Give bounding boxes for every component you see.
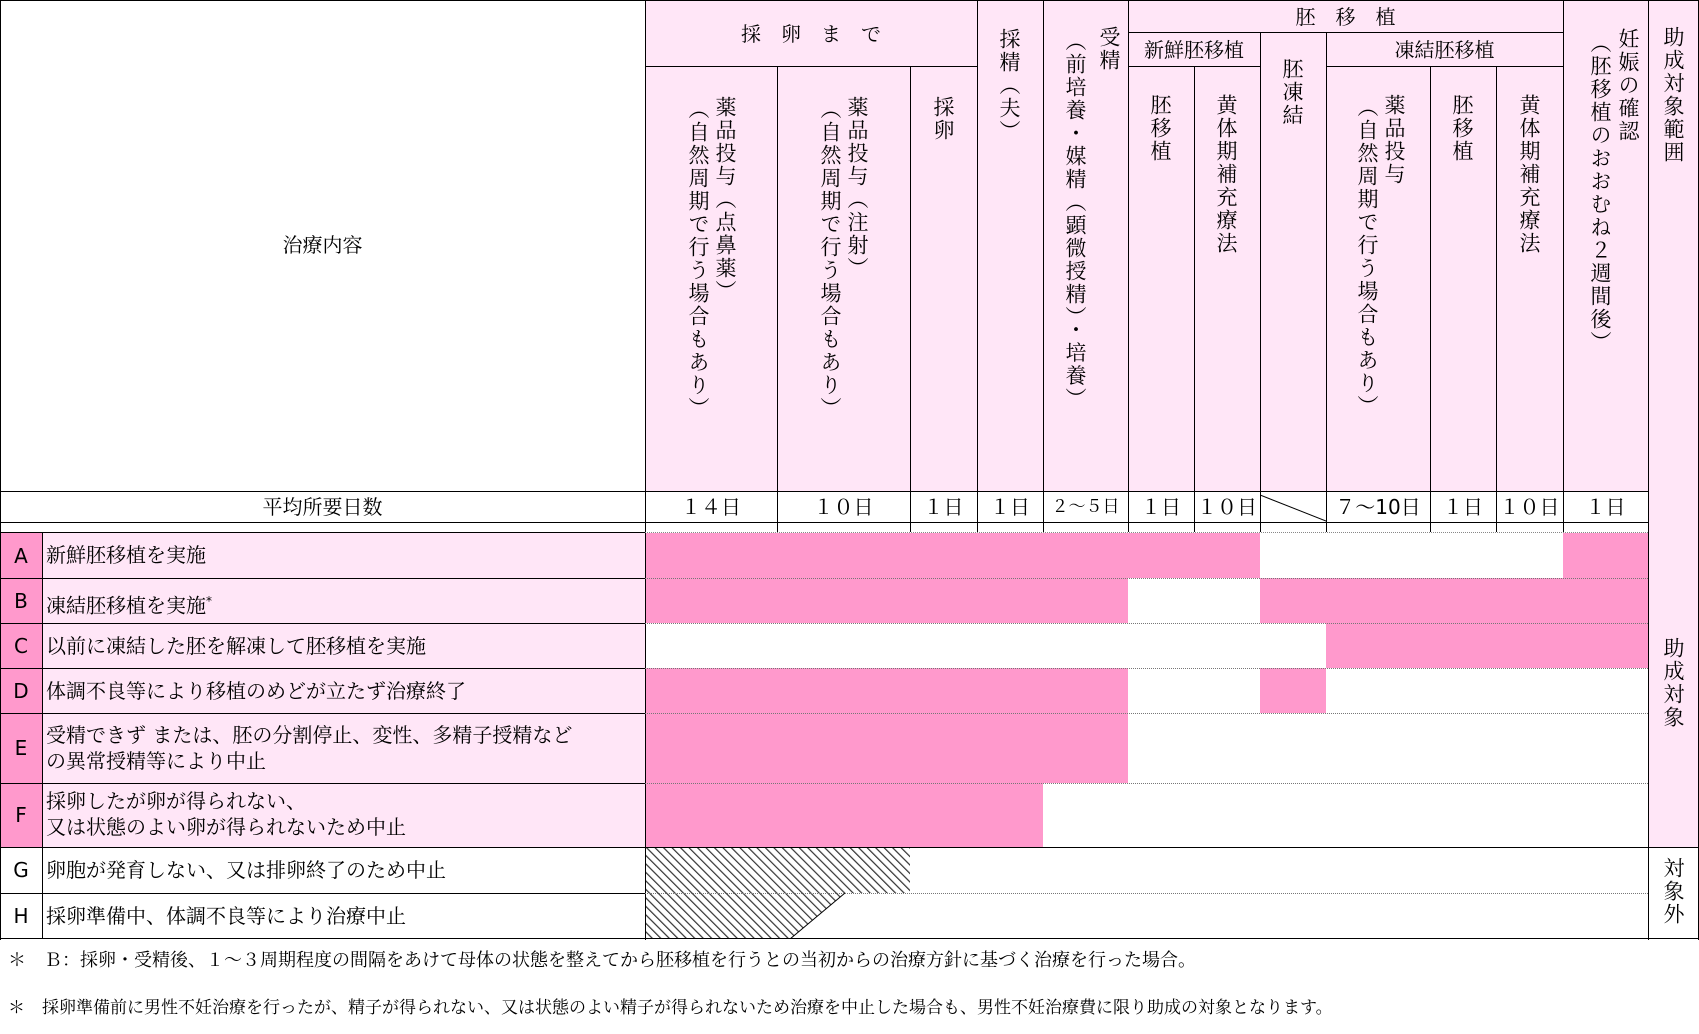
grid-line [1648, 0, 1649, 940]
days-embryo-freezing-slash [1260, 491, 1326, 523]
grid-line [0, 578, 645, 579]
grid-line [1563, 0, 1564, 532]
grid-line [1430, 66, 1431, 532]
grid-line [1128, 0, 1129, 532]
frozen-drug-header [1326, 66, 1430, 486]
grid-line [0, 847, 1699, 848]
grid-line [777, 66, 778, 532]
row-text-line2: の異常授精等により中止 [46, 749, 266, 773]
grid-line [645, 783, 1648, 784]
grid-line [645, 623, 1648, 624]
row-letter: G [13, 858, 29, 882]
drug-nasal-note: （自然周期で行う場合もあり） [686, 98, 710, 420]
days-fertilization: ２～５日 [1051, 497, 1120, 517]
grid-line [910, 66, 911, 532]
row-text: 卵胞が発育しない、又は排卵終了のため中止 [46, 858, 446, 882]
row-text [46, 589, 212, 618]
grid-line [645, 0, 646, 940]
grid-line [0, 623, 645, 624]
row-text: 採卵準備中、体調不良等により治療中止 [46, 904, 406, 928]
bar-d-embryo-freezing [1260, 668, 1326, 713]
days-fresh-luteal: １０日 [1197, 495, 1257, 519]
frozen-drug-label: 薬品投与 [1382, 94, 1406, 186]
frozen-transfer-group-header: 凍結胚移植 [1394, 38, 1495, 62]
grid-line [645, 532, 1648, 533]
grid-line [1326, 66, 1563, 67]
pregnancy-check-label: 妊娠の確認 [1616, 28, 1640, 143]
row-letter: B [14, 588, 28, 613]
frozen-luteal-header [1496, 66, 1563, 466]
grid-line [42, 532, 43, 939]
scope-covered-label: 助成対象 [1661, 637, 1685, 729]
frozen-drug-note: （自然周期で行う場合もあり） [1355, 96, 1379, 418]
fertilization-label: 受精 [1097, 26, 1121, 72]
days-egg-retrieval: １日 [923, 495, 964, 519]
grid-line [0, 713, 645, 714]
bar-b-freezing-to-check [1260, 578, 1648, 623]
grid-line [977, 0, 978, 532]
average-days-label: 平均所要日数 [262, 495, 383, 519]
drug-injection-note: （自然周期で行う場合もあり） [818, 98, 842, 420]
bar-b-until-fertilization [645, 578, 1128, 623]
row-letter: E [14, 736, 28, 760]
treatment-content-label: 治療内容 [282, 233, 363, 257]
sperm-collection-label: 採精（夫） [997, 28, 1021, 143]
days-fresh-transfer: １日 [1141, 495, 1181, 519]
frozen-transfer-label: 胚移植 [1450, 94, 1474, 163]
grid-line [0, 893, 645, 894]
sperm-collection-header [977, 0, 1043, 420]
row-text: 以前に凍結した胚を解凍して胚移植を実施 [46, 634, 426, 658]
footnote-male-infertility: ＊ 採卵準備前に男性不妊治療を行ったが、精子が得られない、又は状態のよい精子が得られないため治療を中止した場合も、男性不妊治療費に限り助成の対象となります。 [8, 998, 1333, 1018]
subsidy-scope-label: 助成対象範囲 [1661, 26, 1685, 164]
until-egg-retrieval-header: 採 卵 ま で [741, 22, 881, 46]
fertilization-detail: （前培養・媒精（顕微授精）・培養） [1063, 30, 1087, 411]
pregnancy-check-note: （胚移植のおおむね２週間後） [1588, 32, 1612, 354]
row-letter: C [14, 633, 28, 658]
row-text: 新鮮胚移植を実施 [46, 543, 206, 567]
bar-d-until-fertilization [645, 668, 1128, 713]
days-drug-injection: １０日 [813, 495, 874, 519]
embryo-freezing-header [1260, 34, 1326, 434]
subsidy-scope-header [1648, 0, 1699, 260]
grid-line [0, 783, 645, 784]
days-sperm-collection: １日 [990, 495, 1030, 519]
grid-line [1326, 32, 1327, 532]
bar-c-frozen-transfer [1326, 623, 1648, 668]
bar-f-until-sperm [645, 783, 1043, 847]
drug-nasal-header [645, 66, 777, 486]
frozen-luteal-label: 黄体期補充療法 [1517, 94, 1541, 255]
row-letter: H [13, 904, 29, 928]
days-pregnancy-check: １日 [1585, 495, 1626, 519]
days-frozen-luteal: １０日 [1499, 495, 1560, 519]
grid-line [1128, 32, 1563, 33]
egg-retrieval-label: 採卵 [931, 96, 955, 142]
grid-line [645, 893, 1648, 894]
row-text: 受精できず または、胚の分割停止、変性、多精子授精など [46, 723, 573, 747]
grid-line [0, 938, 1699, 939]
days-frozen-drug: ７～10日 [1335, 495, 1421, 519]
grid-line [1496, 66, 1497, 532]
fresh-luteal-header [1194, 66, 1260, 466]
row-text-line2: 又は状態のよい卵が得られないため中止 [46, 815, 406, 839]
bar-a-pregnancy-check [1563, 533, 1648, 578]
bar-a-until-fresh-transfer [645, 533, 1260, 578]
grid-line [645, 578, 1648, 579]
egg-retrieval-header [910, 66, 977, 486]
fertilization-header [1043, 0, 1128, 460]
scope-not-covered-label: 対象外 [1661, 857, 1685, 926]
grid-line [0, 0, 1699, 1]
row-footnote-mark: * [206, 594, 212, 608]
footnote-b: ＊ Ｂ：採卵・受精後、１～３周期程度の間隔をあけて母体の状態を整えてから胚移植を行うとの当初からの治療方針に基づく治療を行った場合。 [8, 950, 1196, 971]
embryo-transfer-group-header: 胚 移 植 [1295, 5, 1396, 29]
row-text: 採卵したが卵が得られない、 [46, 789, 306, 813]
grid-line [0, 522, 1648, 523]
row-letter: D [13, 678, 29, 703]
row-text-main: 凍結胚移植を実施 [46, 593, 206, 618]
row-text: 体調不良等により移植のめどが立たず治療終了 [46, 679, 466, 703]
pregnancy-check-header [1563, 0, 1648, 420]
days-drug-nasal: １４日 [681, 495, 741, 519]
grid-line [0, 491, 1648, 492]
grid-line [1043, 0, 1044, 532]
fresh-transfer-label: 胚移植 [1148, 94, 1172, 163]
drug-nasal-label: 薬品投与（点鼻薬） [713, 96, 737, 303]
embryo-freezing-label: 胚凍結 [1280, 58, 1304, 127]
bar-e-until-fertilization [645, 713, 1128, 783]
scope-not-covered-cell [1648, 847, 1699, 939]
row-letter: A [14, 543, 28, 568]
frozen-transfer-header [1430, 66, 1496, 466]
drug-injection-label: 薬品投与（注射） [845, 96, 869, 280]
days-frozen-transfer: １日 [1443, 495, 1483, 519]
grid-line [0, 0, 1, 940]
grid-line [0, 668, 645, 669]
fresh-transfer-header [1128, 66, 1194, 466]
grid-line [1194, 66, 1195, 532]
drug-injection-header [777, 66, 910, 486]
grid-line [645, 668, 1648, 669]
grid-line [645, 66, 977, 67]
fresh-transfer-group-header: 新鮮胚移植 [1144, 38, 1244, 62]
fresh-luteal-label: 黄体期補充療法 [1214, 94, 1238, 255]
grid-line [645, 713, 1648, 714]
grid-line [1260, 32, 1261, 532]
row-letter: F [15, 803, 27, 827]
scope-covered-cell [1648, 491, 1699, 847]
grid-line [0, 532, 645, 533]
